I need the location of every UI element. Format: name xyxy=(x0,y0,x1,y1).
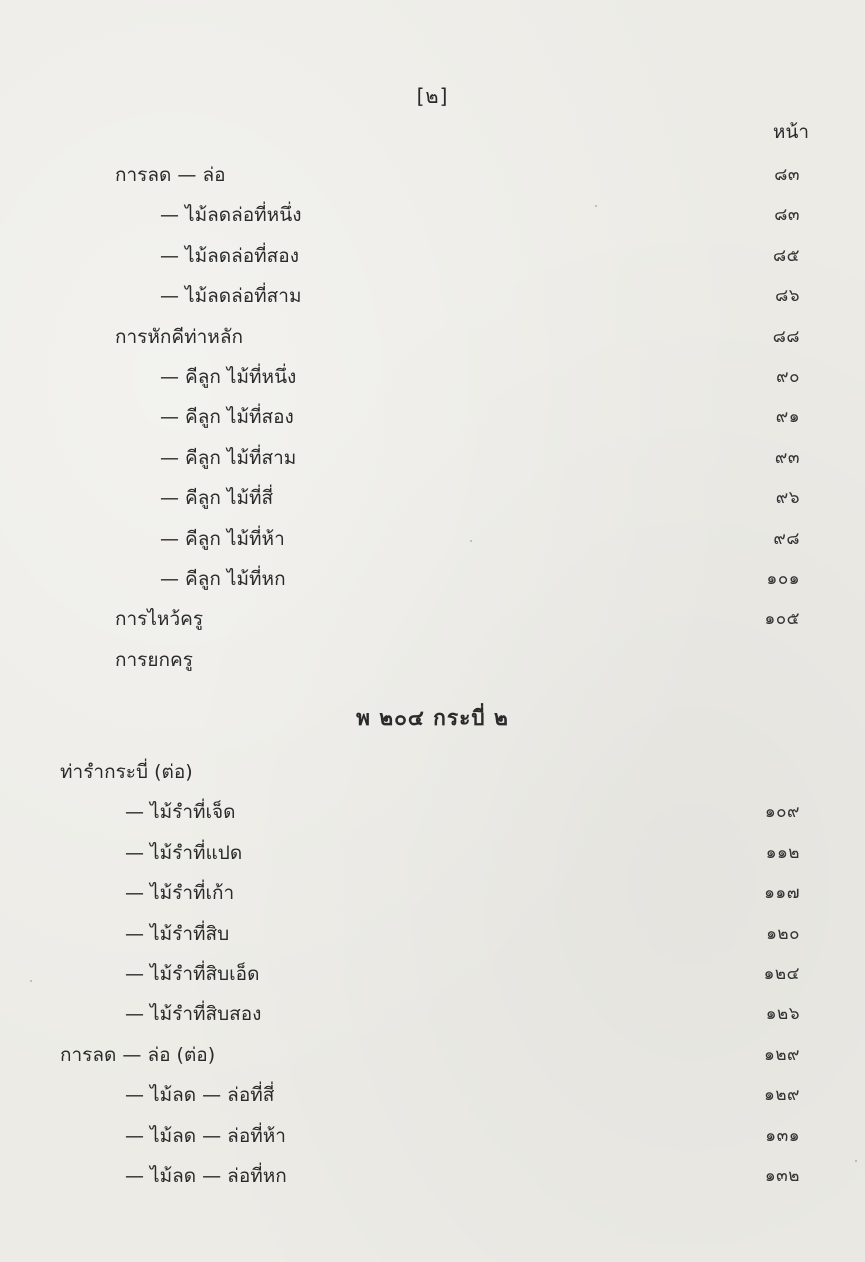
toc-entry-text: — ไม้รำที่สิบ xyxy=(125,922,230,945)
toc-entry-page: ๑๒๙ xyxy=(764,1044,800,1065)
toc-entry-page: ๘๓ xyxy=(774,205,800,226)
toc-entry xyxy=(0,1121,865,1161)
toc-entry-page: ๑๒๔ xyxy=(763,963,800,984)
toc-entry xyxy=(0,999,865,1039)
toc-entry xyxy=(0,241,865,281)
toc-entry xyxy=(0,1161,865,1201)
toc-entry xyxy=(0,402,865,442)
toc-entry-page: ๘๕ xyxy=(773,245,800,266)
toc-entry-text: — คีลูก ไม้ที่สี่ xyxy=(160,487,274,510)
toc-entry xyxy=(0,959,865,999)
toc-entry-page: ๙๑ xyxy=(775,407,800,428)
toc-entry-page: ๑๐๕ xyxy=(764,609,800,630)
toc-entry xyxy=(0,1040,865,1080)
toc-entry-text: — คีลูก ไม้ที่หนึ่ง xyxy=(160,365,297,388)
toc-entry-text: — คีลูก ไม้ที่หก xyxy=(160,567,286,590)
toc-entry-text: — ไม้ลดล่อที่สาม xyxy=(160,285,302,308)
toc-entry-text: — ไม้ลดล่อที่หนึ่ง xyxy=(160,204,302,227)
toc-entry-text: — ไม้ลดล่อที่สอง xyxy=(160,244,299,267)
toc-entry xyxy=(0,281,865,321)
toc-entry-text: — ไม้ลด — ล่อที่ห้า xyxy=(125,1124,286,1147)
toc-entry xyxy=(0,838,865,878)
toc-entry-page: ๑๐๑ xyxy=(766,568,800,589)
toc-entry-text: — ไม้รำที่เก้า xyxy=(125,882,235,905)
toc-entry-text: — ไม้รำที่เจ็ด xyxy=(125,801,236,824)
toc-entry-page: ๙๐ xyxy=(776,366,800,387)
toc-entry-text: ท่ารำกระบี่ (ต่อ) xyxy=(60,761,193,783)
toc-entry-text: — คีลูก ไม้ที่ห้า xyxy=(160,527,285,550)
toc-entry xyxy=(0,645,865,685)
toc-entry-page: ๑๓๒ xyxy=(764,1165,800,1186)
toc-entry xyxy=(0,919,865,959)
toc-entry-text: — ไม้รำที่สิบเอ็ด xyxy=(125,962,260,985)
toc-entry xyxy=(0,604,865,644)
scan-speck xyxy=(470,540,472,542)
toc-entry xyxy=(0,1080,865,1120)
toc-entry xyxy=(0,878,865,918)
toc-entry-text: — ไม้ลด — ล่อที่สี่ xyxy=(125,1084,275,1107)
toc-entry-text: — คีลูก ไม้ที่สอง xyxy=(160,406,294,429)
toc-entry-page: ๙๖ xyxy=(775,488,800,509)
page-number: [๒] xyxy=(416,84,449,108)
toc-entry-text: การหักคีท่าหลัก xyxy=(115,325,243,348)
toc-entry-text: การยกครู xyxy=(115,648,193,671)
toc-entry xyxy=(0,160,865,200)
toc-entry-page: ๑๓๑ xyxy=(765,1125,800,1146)
toc-entry-page: ๑๒๙ xyxy=(764,1085,800,1106)
toc-entry-text: — ไม้รำที่แปด xyxy=(125,841,243,864)
toc-entry xyxy=(0,564,865,604)
toc-entry xyxy=(0,322,865,362)
toc-entry-page: ๘๘ xyxy=(772,326,800,347)
toc-entry-text: การลด — ล่อ (ต่อ) xyxy=(60,1043,216,1066)
toc-entry-page: ๑๒๐ xyxy=(766,923,800,944)
scan-speck xyxy=(30,980,32,982)
page-column-label: หน้า xyxy=(772,121,809,143)
toc-entry-page: ๘๖ xyxy=(775,286,800,307)
toc-entry xyxy=(0,200,865,240)
toc-entry-page: ๑๒๖ xyxy=(765,1004,800,1025)
toc-entry-text: — คีลูก ไม้ที่สาม xyxy=(160,446,297,469)
section-heading: พ ๒๐๔ กระบี่ ๒ xyxy=(356,706,509,730)
toc-entry xyxy=(0,443,865,483)
toc-section-1 xyxy=(0,160,865,685)
toc-entry xyxy=(0,797,865,837)
toc-entry-page: ๑๑๗ xyxy=(764,883,800,904)
toc-entry-text: การลด — ล่อ xyxy=(115,164,226,186)
toc-entry xyxy=(0,483,865,523)
toc-entry xyxy=(0,524,865,564)
toc-entry xyxy=(0,757,865,797)
toc-entry-page: ๘๓ xyxy=(774,165,800,185)
scan-speck xyxy=(855,1160,857,1162)
toc-entry xyxy=(0,362,865,402)
toc-entry-page: ๙๓ xyxy=(774,447,800,468)
scan-speck xyxy=(595,205,597,207)
toc-entry-page: ๙๘ xyxy=(773,528,800,549)
toc-section-2 xyxy=(0,757,865,1201)
toc-entry-page: ๑๑๒ xyxy=(765,842,800,863)
toc-entry-text: — ไม้ลด — ล่อที่หก xyxy=(125,1164,287,1187)
toc-entry-text: — ไม้รำที่สิบสอง xyxy=(125,1003,262,1026)
toc-entry-page: ๑๐๙ xyxy=(764,802,800,823)
toc-entry-text: การไหว้ครู xyxy=(115,608,204,631)
